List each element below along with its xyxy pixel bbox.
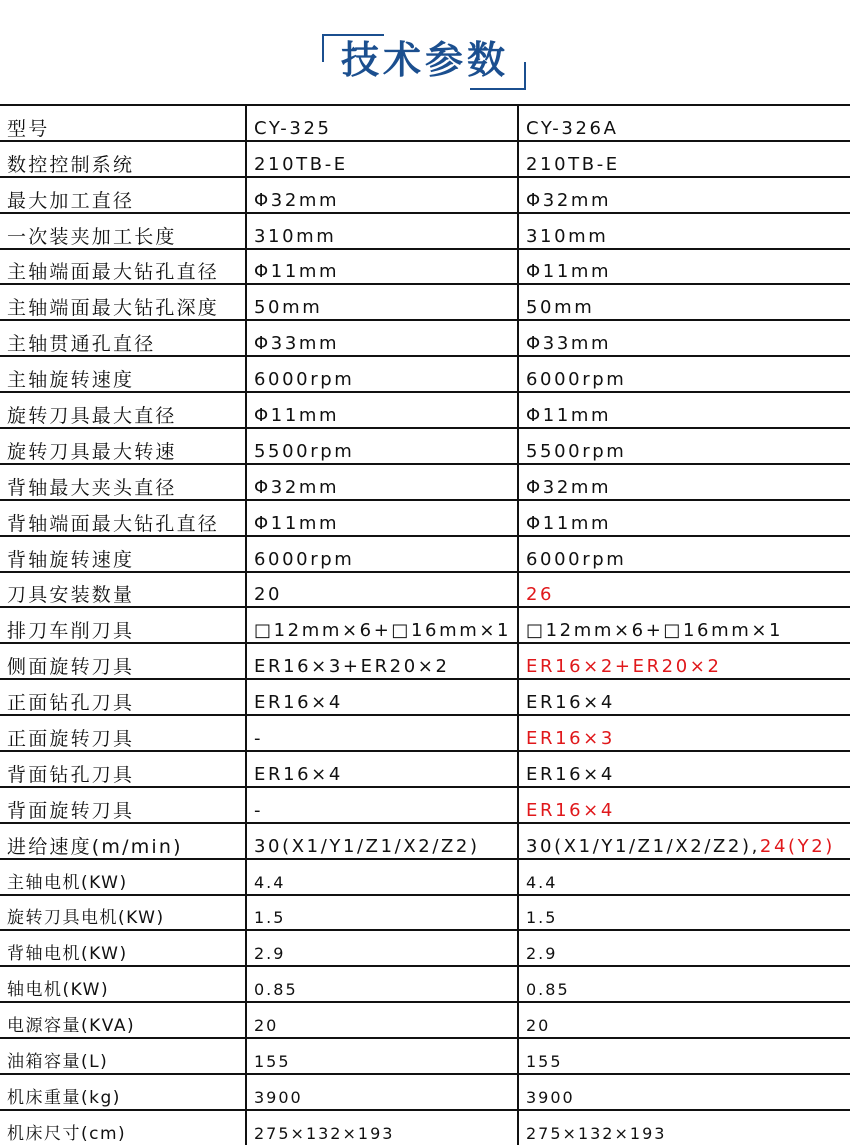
value-cy326a: 275×132×193 <box>518 1110 850 1145</box>
table-row <box>0 715 850 751</box>
value-cy326a: Φ33mm <box>518 320 850 356</box>
value-cy326a: 310mm <box>518 213 850 249</box>
param-label: 机床尺寸(cm) <box>0 1110 246 1145</box>
value-cy325: 0.85 <box>246 966 518 1002</box>
param-label: 背面钻孔刀具 <box>0 751 246 787</box>
value-cy325: 275×132×193 <box>246 1110 518 1145</box>
param-label: 主轴贯通孔直径 <box>0 320 246 356</box>
value-cy325: ER16×4 <box>246 751 518 787</box>
table-row <box>0 607 850 643</box>
value-cy326a: 3900 <box>518 1074 850 1110</box>
value-cy326a: □12mm×6+□16mm×1 <box>518 607 850 643</box>
value-cy325: 30(X1/Y1/Z1/X2/Z2) <box>246 823 518 859</box>
param-label: 机床重量(kg) <box>0 1074 246 1110</box>
param-label: 旋转刀具电机(KW) <box>0 895 246 931</box>
value-cy325: 155 <box>246 1038 518 1074</box>
title-area <box>0 0 850 100</box>
param-label: 旋转刀具最大直径 <box>0 392 246 428</box>
value-cy325: 50mm <box>246 284 518 320</box>
param-label: 最大加工直径 <box>0 177 246 213</box>
param-label: 背面旋转刀具 <box>0 787 246 823</box>
param-label: 正面旋转刀具 <box>0 715 246 751</box>
table-row <box>0 464 850 500</box>
param-label: 主轴电机(KW) <box>0 859 246 895</box>
spec-table <box>0 104 850 1145</box>
value-cy326a-highlight: ER16×4 <box>518 787 850 823</box>
param-label: 一次装夹加工长度 <box>0 213 246 249</box>
value-cy326a-highlight: ER16×2+ER20×2 <box>518 643 850 679</box>
value-cy326a: Φ32mm <box>518 464 850 500</box>
value-cy325: - <box>246 715 518 751</box>
param-label: 旋转刀具最大转速 <box>0 428 246 464</box>
table-row <box>0 284 850 320</box>
table-row <box>0 428 850 464</box>
value-cy326a: 6000rpm <box>518 356 850 392</box>
table-row <box>0 859 850 895</box>
param-label: 主轴旋转速度 <box>0 356 246 392</box>
table-row <box>0 1110 850 1145</box>
table-row <box>0 356 850 392</box>
table-row <box>0 392 850 428</box>
value-cy325: ER16×4 <box>246 679 518 715</box>
table-row <box>0 500 850 536</box>
table-row <box>0 249 850 285</box>
param-label: 正面钻孔刀具 <box>0 679 246 715</box>
value-cy325: 2.9 <box>246 930 518 966</box>
value-cy326a: ER16×4 <box>518 679 850 715</box>
param-label: 排刀车削刀具 <box>0 607 246 643</box>
value-cy326a: 0.85 <box>518 966 850 1002</box>
value-cy326a: 210TB-E <box>518 141 850 177</box>
value-cy326a: 5500rpm <box>518 428 850 464</box>
value-cy325: 20 <box>246 572 518 608</box>
table-row <box>0 930 850 966</box>
table-row <box>0 751 850 787</box>
value-cy325: 310mm <box>246 213 518 249</box>
param-label: 轴电机(KW) <box>0 966 246 1002</box>
value-cy326a-highlight: ER16×3 <box>518 715 850 751</box>
value-cy325: Φ11mm <box>246 249 518 285</box>
value-cy326a: 50mm <box>518 284 850 320</box>
value-cy326a <box>518 823 850 859</box>
value-cy326a: 1.5 <box>518 895 850 931</box>
table-row <box>0 1002 850 1038</box>
value-cy325: Φ11mm <box>246 392 518 428</box>
title-bracket-bottom-right <box>470 62 526 90</box>
value-cy325: □12mm×6+□16mm×1 <box>246 607 518 643</box>
param-label: 型号 <box>0 105 246 141</box>
value-cy325: 6000rpm <box>246 536 518 572</box>
value-cy326a: Φ11mm <box>518 392 850 428</box>
value-cy325: 5500rpm <box>246 428 518 464</box>
value-cy325: Φ32mm <box>246 177 518 213</box>
table-row <box>0 1038 850 1074</box>
value-cy325: 210TB-E <box>246 141 518 177</box>
value-cy325: 6000rpm <box>246 356 518 392</box>
value-cy326a: CY-326A <box>518 105 850 141</box>
param-label: 背轴旋转速度 <box>0 536 246 572</box>
value-cy326a: Φ11mm <box>518 500 850 536</box>
page-title: 技术参数 <box>340 38 509 82</box>
param-label: 背轴最大夹头直径 <box>0 464 246 500</box>
value-cy326a: Φ32mm <box>518 177 850 213</box>
value-cy325: ER16×3+ER20×2 <box>246 643 518 679</box>
value-cy326a: 20 <box>518 1002 850 1038</box>
value-cy325: 1.5 <box>246 895 518 931</box>
value-cy325: 20 <box>246 1002 518 1038</box>
table-row <box>0 966 850 1002</box>
table-row <box>0 895 850 931</box>
value-cy325: Φ33mm <box>246 320 518 356</box>
value-cy326a: 6000rpm <box>518 536 850 572</box>
table-row <box>0 177 850 213</box>
param-label: 刀具安装数量 <box>0 572 246 608</box>
table-row <box>0 536 850 572</box>
table-row <box>0 679 850 715</box>
param-label: 油箱容量(L) <box>0 1038 246 1074</box>
value-cy326a-highlight: 26 <box>518 572 850 608</box>
param-label: 电源容量(KVA) <box>0 1002 246 1038</box>
value-cy326a: 4.4 <box>518 859 850 895</box>
feed-speed-main: 30(X1/Y1/Z1/X2/Z2), <box>526 835 760 857</box>
value-cy326a: 155 <box>518 1038 850 1074</box>
feed-speed-y2-highlight: 24(Y2) <box>759 835 835 857</box>
param-label: 侧面旋转刀具 <box>0 643 246 679</box>
value-cy325: - <box>246 787 518 823</box>
param-label: 主轴端面最大钻孔直径 <box>0 249 246 285</box>
table-row <box>0 105 850 141</box>
table-row <box>0 572 850 608</box>
table-row <box>0 1074 850 1110</box>
value-cy325: 3900 <box>246 1074 518 1110</box>
table-row <box>0 213 850 249</box>
table-row <box>0 320 850 356</box>
table-row <box>0 643 850 679</box>
param-label: 背轴电机(KW) <box>0 930 246 966</box>
param-label: 背轴端面最大钻孔直径 <box>0 500 246 536</box>
value-cy326a: 2.9 <box>518 930 850 966</box>
value-cy325: Φ11mm <box>246 500 518 536</box>
value-cy325: CY-325 <box>246 105 518 141</box>
value-cy325: 4.4 <box>246 859 518 895</box>
param-label: 主轴端面最大钻孔深度 <box>0 284 246 320</box>
value-cy325: Φ32mm <box>246 464 518 500</box>
table-row <box>0 787 850 823</box>
value-cy326a: Φ11mm <box>518 249 850 285</box>
table-row <box>0 141 850 177</box>
param-label: 数控控制系统 <box>0 141 246 177</box>
value-cy326a: ER16×4 <box>518 751 850 787</box>
table-row <box>0 823 850 859</box>
param-label: 进给速度(m/min) <box>0 823 246 859</box>
